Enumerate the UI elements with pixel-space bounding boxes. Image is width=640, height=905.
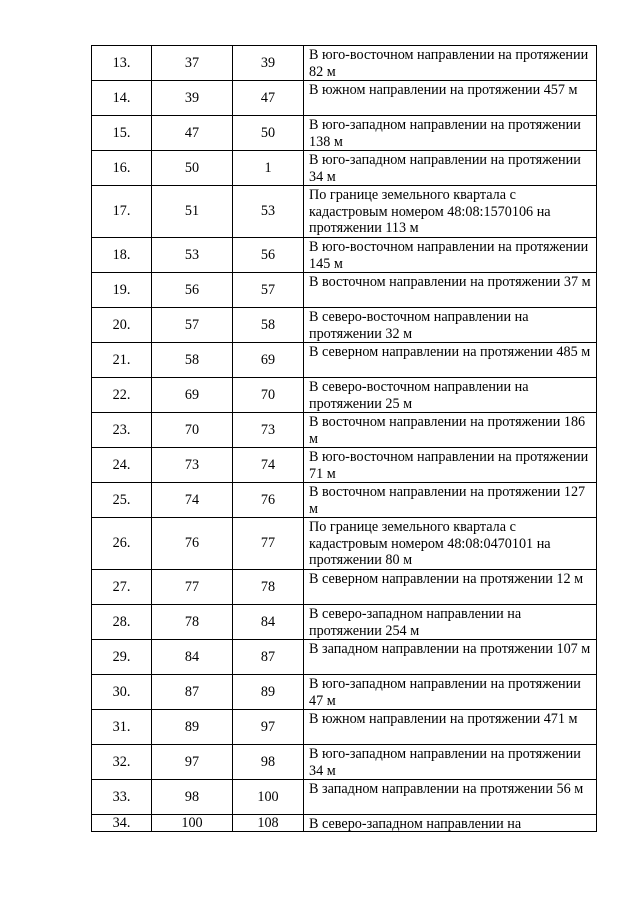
segment-description: В восточном направлении на протяжении 186 м xyxy=(304,413,597,448)
from-point: 74 xyxy=(152,483,233,518)
from-point: 89 xyxy=(152,710,233,745)
segment-description: В юго-западном направлении на протяжении 34 м xyxy=(304,151,597,186)
to-point: 57 xyxy=(233,273,304,308)
segment-description: В западном направлении на протяжении 107 м xyxy=(304,640,597,675)
table-row xyxy=(92,570,597,605)
segment-description: В юго-западном направлении на протяжении 138 м xyxy=(304,116,597,151)
table-row xyxy=(92,605,597,640)
segment-description: В юго-западном направлении на протяжении 47 м xyxy=(304,675,597,710)
row-number: 30. xyxy=(92,675,152,710)
from-point: 87 xyxy=(152,675,233,710)
from-point: 47 xyxy=(152,116,233,151)
to-point: 84 xyxy=(233,605,304,640)
segment-description: В юго-западном направлении на протяжении 34 м xyxy=(304,745,597,780)
table-row xyxy=(92,640,597,675)
row-number: 33. xyxy=(92,780,152,815)
segment-description: В южном направлении на протяжении 457 м xyxy=(304,81,597,116)
to-point: 87 xyxy=(233,640,304,675)
to-point: 98 xyxy=(233,745,304,780)
row-number: 26. xyxy=(92,518,152,570)
segment-description: По границе земельного квартала с кадастровым номером 48:08:1570106 на протяжении 113 м xyxy=(304,186,597,238)
segment-description: В южном направлении на протяжении 471 м xyxy=(304,710,597,745)
from-point: 37 xyxy=(152,46,233,81)
boundary-description-table xyxy=(91,45,597,832)
to-point: 76 xyxy=(233,483,304,518)
to-point: 70 xyxy=(233,378,304,413)
segment-description: По границе земельного квартала с кадастровым номером 48:08:0470101 на протяжении 80 м xyxy=(304,518,597,570)
to-point: 73 xyxy=(233,413,304,448)
row-number: 29. xyxy=(92,640,152,675)
row-number: 21. xyxy=(92,343,152,378)
row-number: 16. xyxy=(92,151,152,186)
row-number: 31. xyxy=(92,710,152,745)
to-point: 58 xyxy=(233,308,304,343)
from-point: 39 xyxy=(152,81,233,116)
table-body xyxy=(92,46,597,832)
row-number: 27. xyxy=(92,570,152,605)
segment-description: В северо-восточном направлении на протяжении 32 м xyxy=(304,308,597,343)
table-row xyxy=(92,815,597,832)
segment-description: В юго-восточном направлении на протяжении 145 м xyxy=(304,238,597,273)
from-point: 84 xyxy=(152,640,233,675)
table-row xyxy=(92,518,597,570)
segment-description: В восточном направлении на протяжении 37 м xyxy=(304,273,597,308)
to-point: 78 xyxy=(233,570,304,605)
row-number: 17. xyxy=(92,186,152,238)
segment-description: В северном направлении на протяжении 485 м xyxy=(304,343,597,378)
row-number: 34. xyxy=(92,815,152,832)
from-point: 97 xyxy=(152,745,233,780)
segment-description: В западном направлении на протяжении 56 м xyxy=(304,780,597,815)
to-point: 69 xyxy=(233,343,304,378)
from-point: 53 xyxy=(152,238,233,273)
from-point: 51 xyxy=(152,186,233,238)
row-number: 20. xyxy=(92,308,152,343)
to-point: 97 xyxy=(233,710,304,745)
segment-description: В северо-восточном направлении на протяжении 25 м xyxy=(304,378,597,413)
table-row xyxy=(92,81,597,116)
from-point: 100 xyxy=(152,815,233,832)
table-row xyxy=(92,273,597,308)
table-row xyxy=(92,378,597,413)
segment-description: В северо-западном направлении на протяжении 254 м xyxy=(304,605,597,640)
segment-description: В юго-восточном направлении на протяжении 71 м xyxy=(304,448,597,483)
table-row xyxy=(92,780,597,815)
from-point: 58 xyxy=(152,343,233,378)
table-row xyxy=(92,151,597,186)
table-row xyxy=(92,46,597,81)
table-row xyxy=(92,448,597,483)
to-point: 39 xyxy=(233,46,304,81)
row-number: 22. xyxy=(92,378,152,413)
from-point: 77 xyxy=(152,570,233,605)
table-row xyxy=(92,413,597,448)
from-point: 50 xyxy=(152,151,233,186)
from-point: 56 xyxy=(152,273,233,308)
row-number: 14. xyxy=(92,81,152,116)
segment-description: В восточном направлении на протяжении 127 м xyxy=(304,483,597,518)
row-number: 15. xyxy=(92,116,152,151)
to-point: 56 xyxy=(233,238,304,273)
to-point: 89 xyxy=(233,675,304,710)
to-point: 77 xyxy=(233,518,304,570)
from-point: 57 xyxy=(152,308,233,343)
from-point: 76 xyxy=(152,518,233,570)
from-point: 73 xyxy=(152,448,233,483)
segment-description: В юго-восточном направлении на протяжении 82 м xyxy=(304,46,597,81)
segment-description: В северо-западном направлении на xyxy=(304,815,597,832)
from-point: 69 xyxy=(152,378,233,413)
row-number: 18. xyxy=(92,238,152,273)
to-point: 108 xyxy=(233,815,304,832)
to-point: 50 xyxy=(233,116,304,151)
table-row xyxy=(92,238,597,273)
to-point: 100 xyxy=(233,780,304,815)
to-point: 47 xyxy=(233,81,304,116)
to-point: 53 xyxy=(233,186,304,238)
row-number: 19. xyxy=(92,273,152,308)
from-point: 70 xyxy=(152,413,233,448)
row-number: 13. xyxy=(92,46,152,81)
table-row xyxy=(92,710,597,745)
row-number: 24. xyxy=(92,448,152,483)
table-row xyxy=(92,308,597,343)
to-point: 74 xyxy=(233,448,304,483)
row-number: 28. xyxy=(92,605,152,640)
table-row xyxy=(92,116,597,151)
row-number: 25. xyxy=(92,483,152,518)
from-point: 78 xyxy=(152,605,233,640)
table-row xyxy=(92,483,597,518)
table-row xyxy=(92,745,597,780)
table-row xyxy=(92,675,597,710)
table-row xyxy=(92,186,597,238)
segment-description: В северном направлении на протяжении 12 м xyxy=(304,570,597,605)
row-number: 32. xyxy=(92,745,152,780)
table-row xyxy=(92,343,597,378)
row-number: 23. xyxy=(92,413,152,448)
from-point: 98 xyxy=(152,780,233,815)
to-point: 1 xyxy=(233,151,304,186)
